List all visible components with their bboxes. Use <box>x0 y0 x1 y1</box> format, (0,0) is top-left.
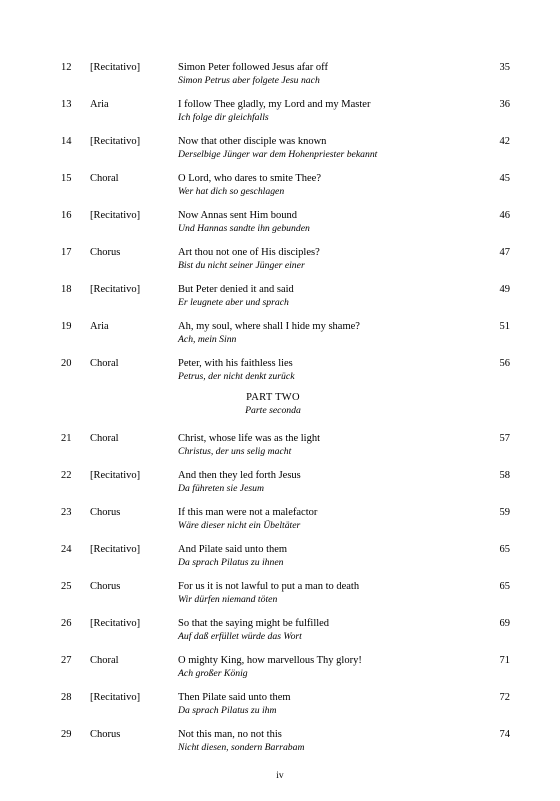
english-title: O mighty King, how marvellous Thy glory! <box>178 655 362 666</box>
movement-type: [Recitativo] <box>90 470 141 481</box>
english-title: Now Annas sent Him bound <box>178 210 297 221</box>
movement-type: Aria <box>90 99 109 110</box>
movement-type: Choral <box>90 358 119 369</box>
english-title: Peter, with his faithless lies <box>178 358 293 369</box>
movement-type: [Recitativo] <box>90 136 141 147</box>
movement-type: Choral <box>90 433 119 444</box>
movement-type: Choral <box>90 173 119 184</box>
english-title: Ah, my soul, where shall I hide my shame? <box>178 321 360 332</box>
movement-type: Chorus <box>90 581 121 592</box>
german-title: Derselbige Jünger war dem Hohenpriester bekannt <box>178 149 378 160</box>
movement-type: [Recitativo] <box>90 618 141 629</box>
movement-number: 28 <box>61 692 72 703</box>
german-title: Da sprach Pilatus zu ihnen <box>178 557 284 568</box>
movement-number: 14 <box>61 136 72 147</box>
english-title: Not this man, no not this <box>178 729 282 740</box>
page-number: 47 <box>499 247 510 258</box>
contents-entry <box>0 543 560 573</box>
folio-page-number: iv <box>276 771 284 781</box>
movement-type: Chorus <box>90 247 121 258</box>
movement-number: 22 <box>61 470 72 481</box>
german-title: Wer hat dich so geschlagen <box>178 186 285 197</box>
movement-number: 23 <box>61 507 72 518</box>
movement-number: 25 <box>61 581 72 592</box>
english-title: If this man were not a malefactor <box>178 507 318 518</box>
page-number: 65 <box>499 544 510 555</box>
part-heading <box>178 391 368 417</box>
page-number: 42 <box>499 136 510 147</box>
english-title: Christ, whose life was as the light <box>178 433 321 444</box>
movement-number: 24 <box>61 544 72 555</box>
part-subtitle: Parte seconda <box>245 405 301 416</box>
movement-number: 20 <box>61 358 72 369</box>
german-title: Wir dürfen niemand töten <box>178 594 278 605</box>
english-title: And Pilate said unto them <box>178 544 288 555</box>
movement-type: [Recitativo] <box>90 544 141 555</box>
contents-entry <box>0 283 560 313</box>
contents-entry <box>0 61 560 91</box>
movement-number: 18 <box>61 284 72 295</box>
movement-number: 16 <box>61 210 72 221</box>
contents-entry <box>0 580 560 610</box>
english-title: So that the saying might be fulfilled <box>178 618 330 629</box>
german-title: Wäre dieser nicht ein Übeltäter <box>178 520 301 531</box>
german-title: Ich folge dir gleichfalls <box>178 112 269 123</box>
page-number: 56 <box>499 358 510 369</box>
page-number: 36 <box>499 99 510 110</box>
page-number: 65 <box>499 581 510 592</box>
contents-entry <box>0 320 560 350</box>
english-title: And then they led forth Jesus <box>178 470 301 481</box>
english-title: But Peter denied it and said <box>178 284 294 295</box>
page-number: 74 <box>499 729 510 740</box>
movement-type: Chorus <box>90 729 121 740</box>
part-title: PART TWO <box>246 392 300 403</box>
page-number: 72 <box>499 692 510 703</box>
movement-type: [Recitativo] <box>90 692 141 703</box>
movement-number: 21 <box>61 433 72 444</box>
german-title: Auf daß erfüllet würde das Wort <box>178 631 302 642</box>
contents-entry <box>0 209 560 239</box>
contents-entry <box>0 691 560 721</box>
english-title: For us it is not lawful to put a man to death <box>178 581 360 592</box>
page-number: 69 <box>499 618 510 629</box>
movement-type: [Recitativo] <box>90 210 141 221</box>
movement-type: Aria <box>90 321 109 332</box>
page-number: 59 <box>499 507 510 518</box>
contents-entry <box>0 728 560 758</box>
german-title: Ach großer König <box>178 668 248 679</box>
movement-number: 15 <box>61 173 72 184</box>
english-title: Now that other disciple was known <box>178 136 327 147</box>
german-title: Simon Petrus aber folgete Jesu nach <box>178 75 320 86</box>
english-title: O Lord, who dares to smite Thee? <box>178 173 321 184</box>
page-number: 51 <box>499 321 510 332</box>
german-title: Petrus, der nicht denkt zurück <box>178 371 295 382</box>
movement-number: 26 <box>61 618 72 629</box>
german-title: Bist du nicht seiner Jünger einer <box>178 260 305 271</box>
movement-type: Chorus <box>90 507 121 518</box>
german-title: Ach, mein Sinn <box>178 334 237 345</box>
movement-number: 12 <box>61 62 72 73</box>
page-number: 46 <box>499 210 510 221</box>
page-number: 58 <box>499 470 510 481</box>
german-title: Christus, der uns selig macht <box>178 446 292 457</box>
contents-entry <box>0 617 560 647</box>
contents-entry <box>0 172 560 202</box>
movement-number: 27 <box>61 655 72 666</box>
page-number: 35 <box>499 62 510 73</box>
contents-entry <box>0 246 560 276</box>
english-title: I follow Thee gladly, my Lord and my Master <box>178 99 371 110</box>
contents-entry <box>0 135 560 165</box>
german-title: Er leugnete aber und sprach <box>178 297 289 308</box>
german-title: Da sprach Pilatus zu ihm <box>178 705 277 716</box>
movement-number: 29 <box>61 729 72 740</box>
page-number: 45 <box>499 173 510 184</box>
contents-entry <box>0 98 560 128</box>
contents-entry <box>0 357 560 387</box>
english-title: Art thou not one of His disciples? <box>178 247 320 258</box>
page-number: 71 <box>499 655 510 666</box>
english-title: Simon Peter followed Jesus afar off <box>178 62 328 73</box>
contents-entry <box>0 506 560 536</box>
contents-entry <box>0 432 560 462</box>
german-title: Da führeten sie Jesum <box>178 483 264 494</box>
page-number: 57 <box>499 433 510 444</box>
movement-type: [Recitativo] <box>90 62 141 73</box>
contents-entry <box>0 469 560 499</box>
movement-number: 13 <box>61 99 72 110</box>
movement-type: [Recitativo] <box>90 284 141 295</box>
contents-entry <box>0 654 560 684</box>
movement-number: 19 <box>61 321 72 332</box>
page-number: 49 <box>499 284 510 295</box>
german-title: Und Hannas sandte ihn gebunden <box>178 223 310 234</box>
movement-number: 17 <box>61 247 72 258</box>
movement-type: Choral <box>90 655 119 666</box>
german-title: Nicht diesen, sondern Barrabam <box>178 742 305 753</box>
english-title: Then Pilate said unto them <box>178 692 291 703</box>
